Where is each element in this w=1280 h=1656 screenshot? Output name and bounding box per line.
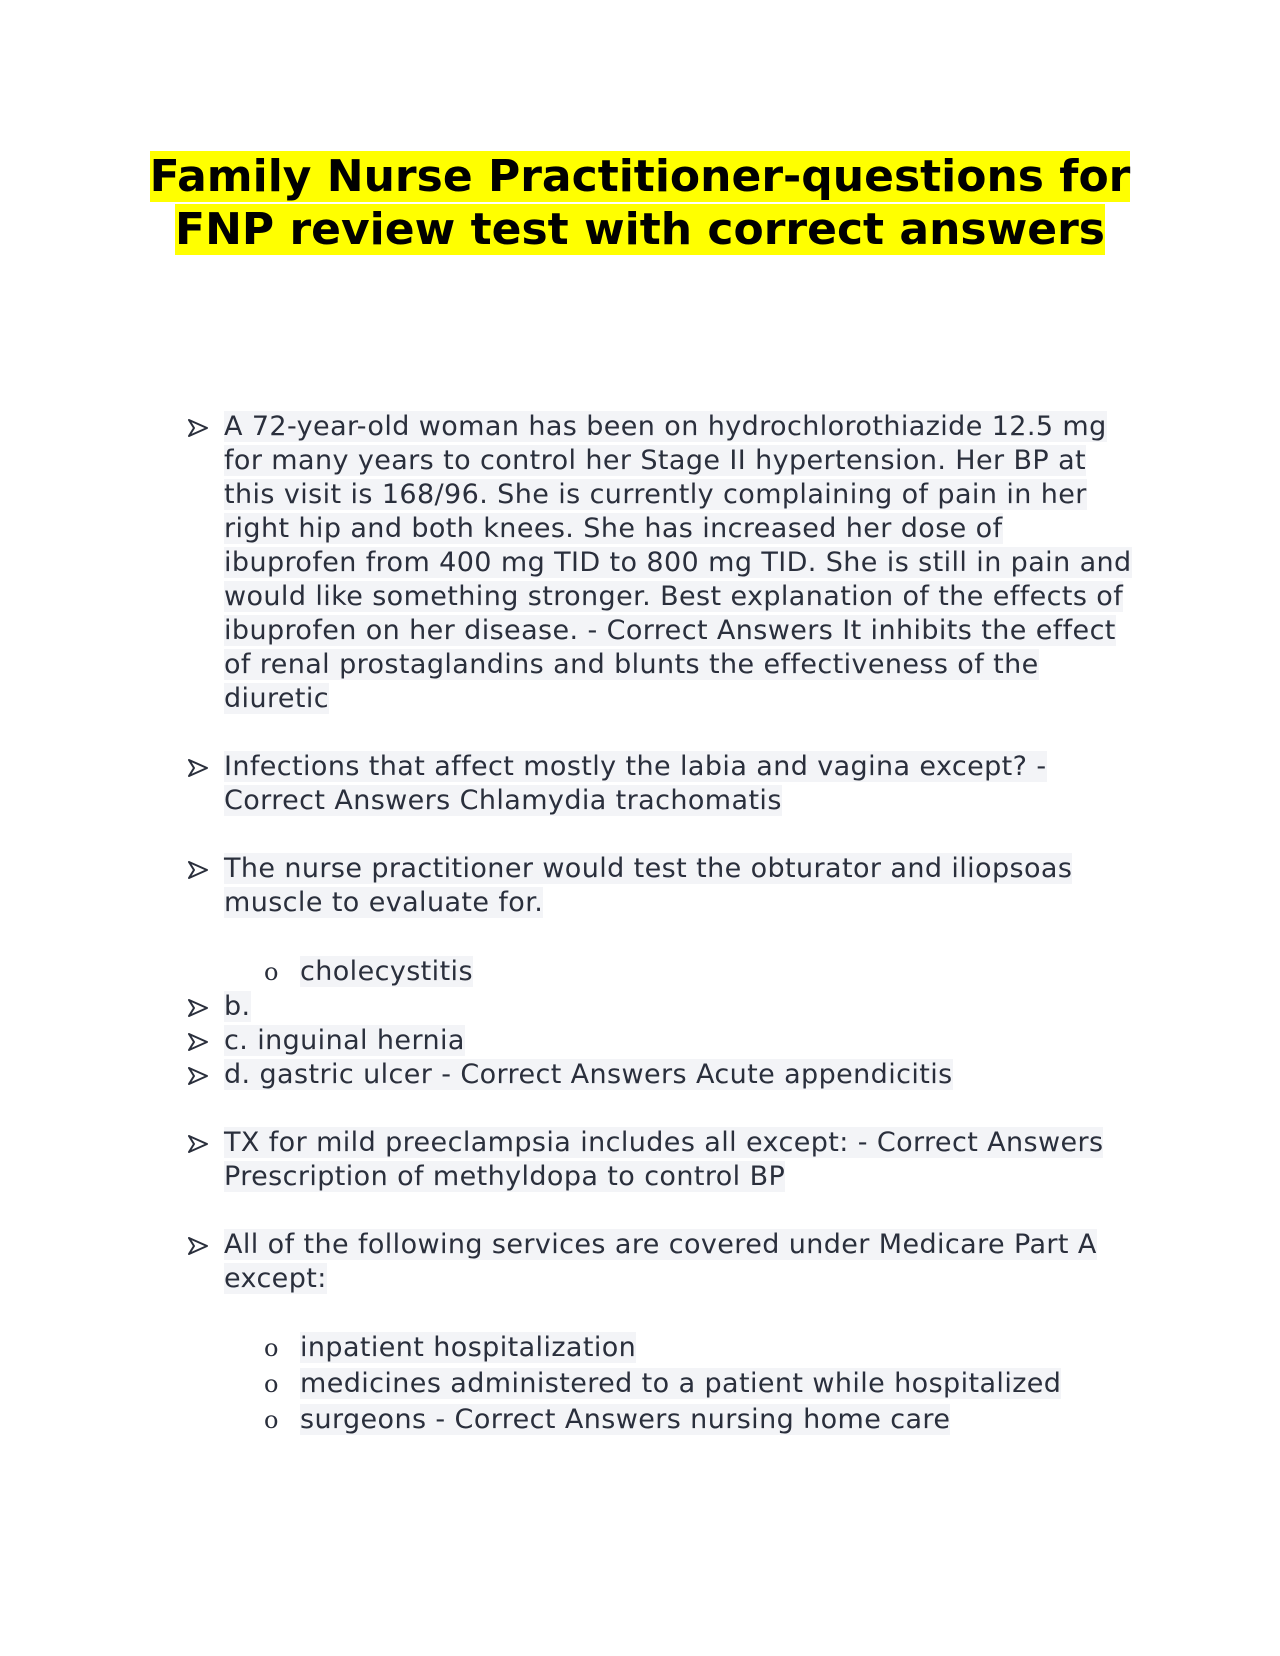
list-item xyxy=(188,750,1138,818)
question-text: TX for mild preeclampsia includes all except: - Correct Answers Prescription of methyldopa to control BP xyxy=(224,1127,1104,1192)
sub-list-item xyxy=(188,954,1138,990)
question-text: A 72-year-old woman has been on hydrochlorothiazide 12.5 mg for many years to control her Stage II hypertension. Her BP at this visit is 168/96. She is currently complaining of pain in her right hip and both knees. She has increased her dose of ibuprofen from 400 mg TID to 800 mg TID. She is still in pain and would like something stronger. Best explanation of the effects of ibuprofen on her disease. - Correct Answers It inhibits the effect of renal prostaglandins and blunts the effectiveness of the diuretic xyxy=(224,411,1132,714)
list-item xyxy=(188,1228,1138,1296)
option-text: surgeons - Correct Answers nursing home care xyxy=(300,1404,951,1435)
arrow-bullet-icon xyxy=(188,1058,210,1092)
circle-bullet-icon: o xyxy=(264,1406,279,1434)
arrow-bullet-icon xyxy=(188,1126,210,1160)
option-text: c. inguinal hernia xyxy=(224,1025,465,1056)
option-text: b. xyxy=(224,991,251,1022)
option-text: medicines administered to a patient while hospitalized xyxy=(300,1368,1062,1399)
question-text: Infections that affect mostly the labia and vagina except? - Correct Answers Chlamydia trachomatis xyxy=(224,751,1047,816)
sub-list-item xyxy=(188,1402,1138,1438)
arrow-bullet-icon xyxy=(188,1228,210,1262)
list-item xyxy=(188,410,1138,716)
list-item xyxy=(188,1024,1138,1058)
question-list xyxy=(188,410,1138,1438)
arrow-bullet-icon xyxy=(188,410,210,444)
page-title xyxy=(140,150,1140,256)
circle-bullet-icon: o xyxy=(264,1334,279,1362)
option-text: inpatient hospitalization xyxy=(300,1332,637,1363)
option-text: cholecystitis xyxy=(300,956,473,987)
circle-bullet-icon: o xyxy=(264,1370,279,1398)
sub-list-item xyxy=(188,1330,1138,1366)
sub-list-item xyxy=(188,1366,1138,1402)
option-text: d. gastric ulcer - Correct Answers Acute appendicitis xyxy=(224,1059,953,1090)
arrow-bullet-icon xyxy=(188,852,210,886)
arrow-bullet-icon xyxy=(188,990,210,1024)
list-item xyxy=(188,1126,1138,1194)
arrow-bullet-icon xyxy=(188,1024,210,1058)
list-item xyxy=(188,1058,1138,1092)
list-item xyxy=(188,852,1138,920)
title-text: Family Nurse Practitioner-questions for FNP review test with correct answers xyxy=(149,151,1131,255)
circle-bullet-icon: o xyxy=(264,958,279,986)
list-item xyxy=(188,990,1138,1024)
arrow-bullet-icon xyxy=(188,750,210,784)
question-text: The nurse practitioner would test the obturator and iliopsoas muscle to evaluate for. xyxy=(224,853,1073,918)
question-text: All of the following services are covered under Medicare Part A except: xyxy=(224,1229,1097,1294)
